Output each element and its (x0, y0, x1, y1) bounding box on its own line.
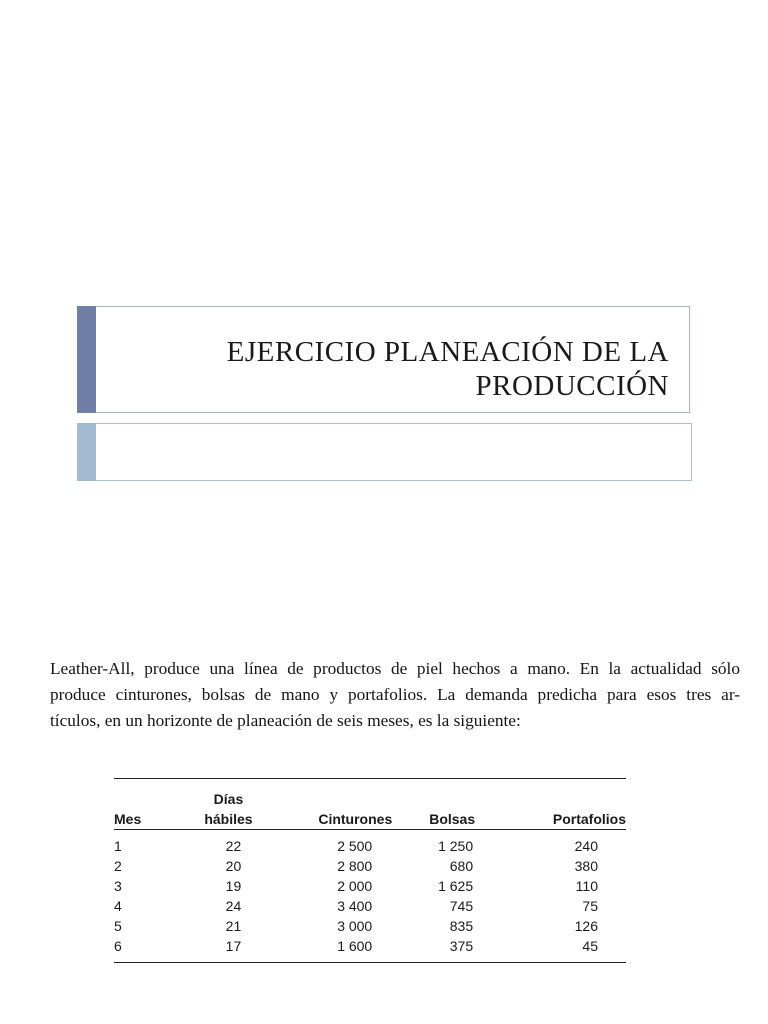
cell-mes: 2 (114, 858, 122, 874)
subtitle-accent-bar (77, 423, 96, 481)
title-accent-bar (77, 306, 96, 413)
cell-dias: 22 (225, 838, 242, 854)
cell-dias: 24 (225, 898, 242, 914)
paragraph-line-1: Leather-All, produce una línea de productos de piel hechos a mano. En la actualidad sólo (50, 659, 740, 678)
cell-portafolios: 240 (574, 838, 598, 854)
cell-portafolios: 380 (574, 858, 598, 874)
header-mes: Mes (114, 779, 176, 830)
header-portafolios: Portafolios (475, 779, 626, 830)
cell-cinturones: 3 000 (337, 918, 373, 934)
table-row (114, 916, 626, 936)
cell-dias: 21 (225, 918, 242, 934)
cell-cinturones: 2 800 (337, 858, 373, 874)
header-dias-line2: hábiles (204, 811, 253, 827)
cell-portafolios: 75 (582, 898, 598, 914)
table-row (114, 856, 626, 876)
demand-table (114, 778, 626, 963)
cell-portafolios: 126 (574, 918, 598, 934)
header-bolsas: Bolsas (392, 779, 475, 830)
slide-title (109, 335, 669, 403)
paragraph-line-2: produce cinturones, bolsas de mano y portafolios. La demanda predicha para esos tres ar- (50, 685, 740, 704)
title-placeholder (77, 306, 690, 413)
header-cinturones: Cinturones (281, 779, 392, 830)
table-row (114, 896, 626, 916)
cell-bolsas: 680 (449, 858, 474, 874)
cell-dias: 17 (225, 938, 242, 954)
header-dias-line1: Días (213, 791, 244, 807)
cell-cinturones: 2 000 (337, 878, 373, 894)
table-row (114, 936, 626, 962)
header-dias-habiles (176, 779, 282, 830)
cell-cinturones: 2 500 (337, 838, 373, 854)
cell-mes: 1 (114, 838, 122, 854)
cell-mes: 4 (114, 898, 122, 914)
cell-bolsas: 1 250 (438, 838, 474, 854)
slide-title-line1: EJERCICIO PLANEACIÓN DE LA (226, 336, 669, 368)
cell-cinturones: 3 400 (337, 898, 373, 914)
cell-dias: 20 (225, 858, 242, 874)
problem-statement (50, 656, 740, 734)
cell-dias: 19 (225, 878, 242, 894)
cell-portafolios: 110 (575, 878, 598, 894)
cell-portafolios: 45 (582, 938, 598, 954)
table-row (114, 830, 626, 857)
cell-bolsas: 835 (449, 918, 474, 934)
subtitle-placeholder (77, 423, 692, 481)
slide-title-line2: PRODUCCIÓN (475, 370, 669, 402)
cell-cinturones: 1 600 (337, 938, 373, 954)
table-row (114, 876, 626, 896)
cell-mes: 3 (114, 878, 122, 894)
paragraph-line-3: tículos, en un horizonte de planeación de seis meses, es la siguiente: (50, 711, 521, 730)
table-header-row (114, 779, 626, 830)
cell-bolsas: 1 625 (438, 878, 474, 894)
cell-mes: 5 (114, 918, 122, 934)
cell-mes: 6 (114, 938, 122, 954)
cell-bolsas: 375 (449, 938, 474, 954)
cell-bolsas: 745 (449, 898, 474, 914)
